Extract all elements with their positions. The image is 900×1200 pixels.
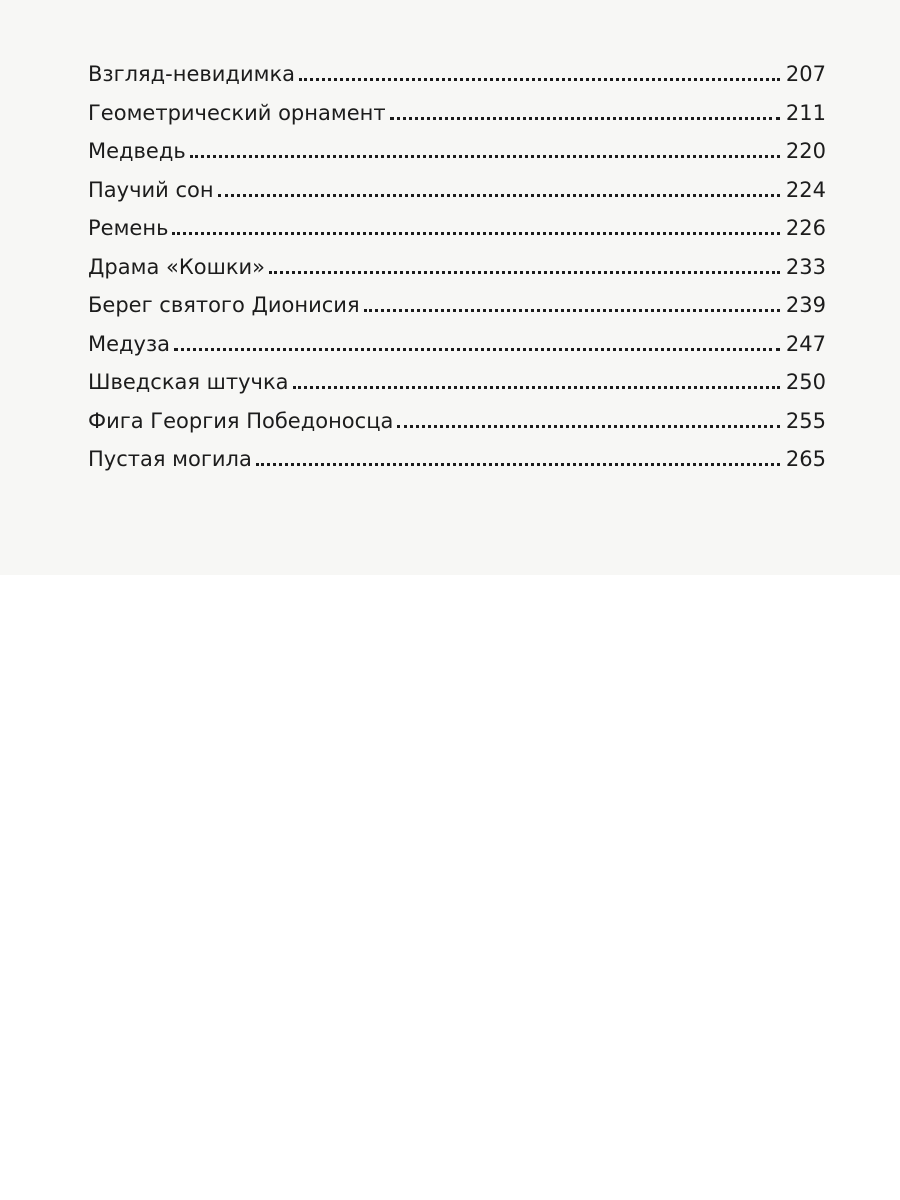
dot-leader xyxy=(293,386,780,389)
toc-entry xyxy=(88,178,826,217)
toc-entry-page: 207 xyxy=(785,62,826,86)
toc-entry xyxy=(88,370,826,409)
dot-leader xyxy=(397,425,780,428)
dot-leader xyxy=(269,271,780,274)
dot-leader xyxy=(299,78,780,81)
toc-entry-title: Драма «Кошки» xyxy=(88,254,265,279)
toc-entry-title: Пустая могила xyxy=(88,447,252,471)
toc-entry-page: 250 xyxy=(785,370,826,394)
toc-entry-page: 239 xyxy=(785,293,826,317)
dot-leader xyxy=(174,348,780,351)
toc-entry-title: Паучий сон xyxy=(88,177,214,202)
toc-entry-title: Берег святого Дионисия xyxy=(88,293,360,317)
toc-entry-title: Медведь xyxy=(88,139,186,163)
toc-entry-page: 265 xyxy=(785,447,826,471)
toc-entry-page: 220 xyxy=(785,139,826,163)
toc-entry-title: Шведская штучка xyxy=(88,370,289,394)
dot-leader xyxy=(390,117,780,120)
toc-entry-page: 226 xyxy=(785,216,826,240)
toc-entry xyxy=(88,409,826,448)
toc-entry-page: 233 xyxy=(785,254,826,279)
toc-entry xyxy=(88,101,826,140)
toc-entry-title: Геометрический орнамент xyxy=(88,100,386,125)
toc-entry xyxy=(88,62,826,101)
toc-entry-page: 255 xyxy=(785,408,826,433)
dot-leader xyxy=(256,463,780,466)
dot-leader xyxy=(364,309,780,312)
toc-entry xyxy=(88,332,826,371)
toc-entry xyxy=(88,447,826,486)
toc-entry xyxy=(88,255,826,294)
scanned-page xyxy=(0,0,900,575)
toc-entry-title: Взгляд-невидимка xyxy=(88,62,295,86)
toc-entry-page: 211 xyxy=(785,100,826,125)
toc-entry-page: 247 xyxy=(785,331,826,356)
toc-entry-title: Фига Георгия Победоносца xyxy=(88,408,394,433)
toc-entry-title: Медуза xyxy=(88,331,171,356)
dot-leader xyxy=(190,155,780,158)
toc-entry xyxy=(88,293,826,332)
toc-entry-page: 224 xyxy=(785,177,826,202)
toc-entry xyxy=(88,139,826,178)
toc-entry-title: Ремень xyxy=(88,216,169,240)
dot-leader xyxy=(172,232,779,235)
dot-leader xyxy=(218,194,780,197)
toc-entry xyxy=(88,216,826,255)
table-of-contents xyxy=(88,62,826,486)
